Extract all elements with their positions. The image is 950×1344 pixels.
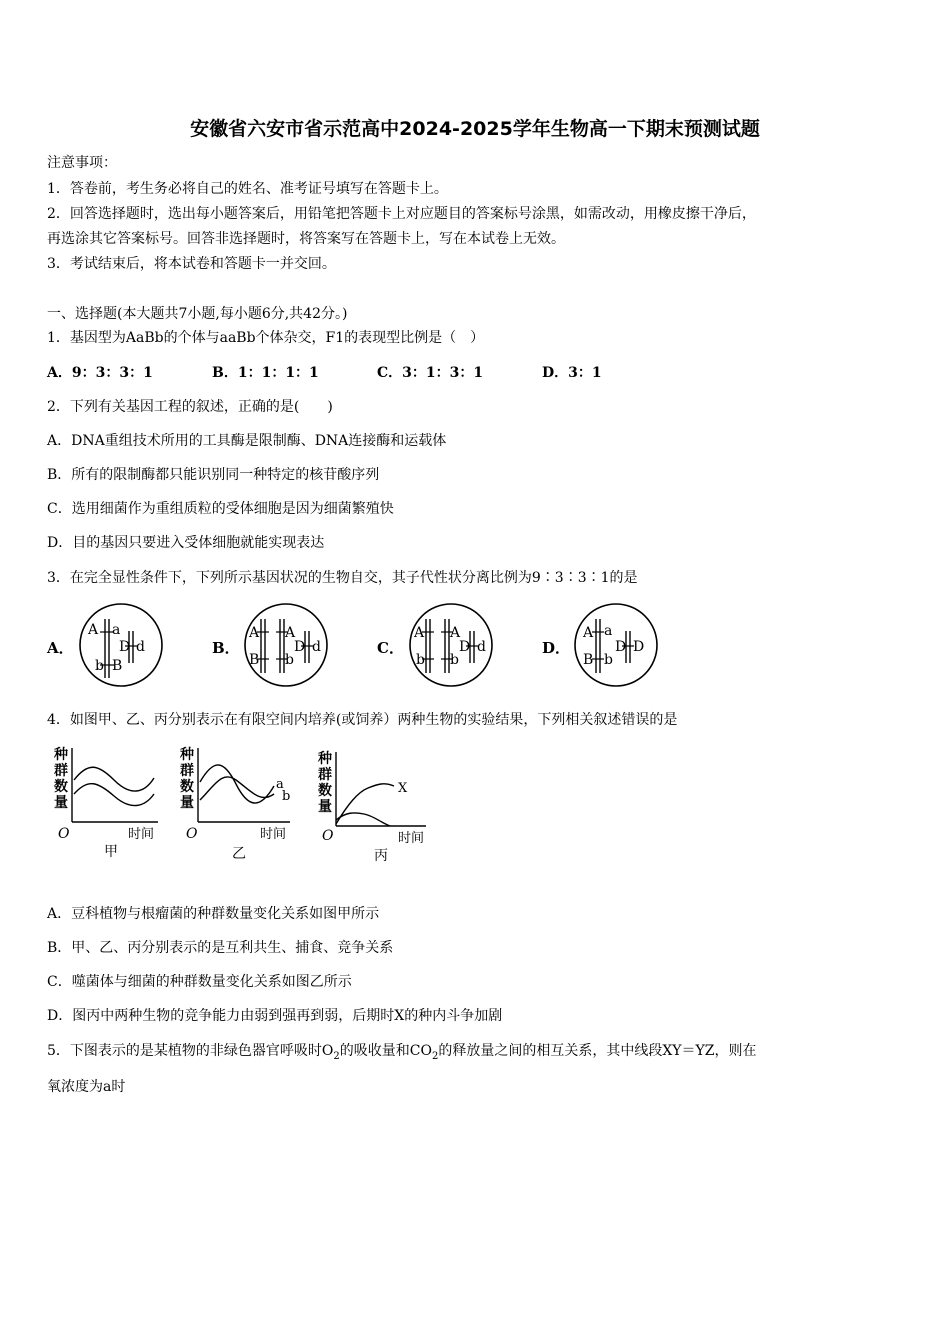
- q4-graph-yi-ylabel-2: 群: [180, 763, 194, 779]
- q4-graph-bing-ylabel-2: 群: [318, 767, 332, 783]
- q3-cell-d-p2-left: B: [583, 652, 594, 668]
- q3-cell-b-p3-left: D: [294, 639, 306, 655]
- q4-graph-yi-curve-a: a: [276, 777, 284, 792]
- q5-subscript-o2: 2: [333, 1050, 340, 1062]
- q3-option-a-label: A．: [47, 639, 74, 657]
- q3-cell-b-p2-left: B: [249, 652, 260, 668]
- q1-stem: 1．基因型为AaBb的个体与aaBb个体杂交，F1的表现型比例是（ ）: [47, 330, 485, 346]
- q4-graph-yi-xlabel: 时间: [260, 827, 287, 842]
- q4-graph-bing-ylabel-4: 量: [318, 799, 332, 815]
- q5-stem-line-2: 氧浓度为a时: [47, 1079, 126, 1095]
- q3-cell-c-p2-right: b: [450, 652, 459, 668]
- notice-item-2-cont: 再选涂其它答案标号。回答非选择题时，将答案写在答题卡上，写在本试卷上无效。: [47, 231, 565, 247]
- q4-graph-jia-origin: O: [58, 826, 70, 842]
- q3-option-d-label: D．: [542, 639, 571, 657]
- q5-stem-part-c: 的释放量之间的相互关系，其中线段XY＝YZ，则在: [438, 1043, 757, 1059]
- q3-cell-d-p3-right: D: [633, 639, 645, 655]
- q3-cell-a-p2-left: b: [95, 658, 104, 674]
- q4-graph-jia-name: 甲: [104, 844, 118, 860]
- q3-cell-b-p2-right: b: [285, 652, 294, 668]
- q4-graph-bing-origin: O: [322, 828, 334, 844]
- q1-option-d: D．3：1: [542, 365, 602, 381]
- q3-cell-c: [408, 601, 494, 689]
- notice-heading: 注意事项：: [47, 155, 117, 171]
- q1-option-c: C．3：1：3：1: [377, 365, 484, 381]
- q2-option-d: D．目的基因只要进入受体细胞就能实现表达: [47, 535, 325, 551]
- q5-subscript-co2: 2: [431, 1050, 439, 1062]
- q4-graph-jia-ylabel-2: 群: [54, 763, 68, 779]
- q5-stem: [47, 1040, 757, 1062]
- q3-cell-d: [573, 601, 659, 689]
- q4-graph-bing-ylabel-1: 种: [318, 751, 332, 767]
- q4-graph-yi-ylabel-3: 数: [180, 779, 194, 795]
- q1-option-a: A．9：3：3：1: [47, 365, 153, 381]
- q3-cell-c-p2-left: b: [416, 652, 425, 668]
- q5-stem-part-b: 的吸收量和CO: [339, 1043, 432, 1059]
- q4-graph-bing-curve-x: X: [398, 781, 408, 796]
- q2-stem: 2．下列有关基因工程的叙述，正确的是( ): [47, 399, 333, 415]
- q3-cell-a-p2-right: B: [112, 658, 123, 674]
- q3-cell-d-p2-right: b: [604, 652, 613, 668]
- q4-graph-jia-ylabel-1: 种: [54, 747, 68, 763]
- q3-option-b-label: B．: [212, 639, 240, 657]
- q4-graph-bing-ylabel-3: 数: [318, 783, 332, 799]
- q4-graph-yi-origin: O: [186, 826, 198, 842]
- q3-cell-a-p3-right: d: [136, 639, 145, 655]
- q4-graph-yi-ylabel-4: 量: [180, 795, 194, 811]
- q3-cell-b-p3-right: d: [312, 639, 321, 655]
- q4-graph-jia-ylabel-3: 数: [54, 779, 68, 795]
- q4-stem: 4．如图甲、乙、丙分别表示在有限空间内培养(或饲养）两种生物的实验结果，下列相关叙述错误的是: [47, 712, 678, 728]
- q4-option-a: A．豆科植物与根瘤菌的种群数量变化关系如图甲所示: [47, 906, 380, 922]
- q3-cell-c-p3-left: D: [459, 639, 471, 655]
- notice-item-3: 3．考试结束后，将本试卷和答题卡一并交回。: [47, 256, 336, 272]
- q4-graph-jia-ylabel-4: 量: [54, 795, 68, 811]
- q4-graph-bing: [314, 742, 436, 866]
- q1-option-b: B．1：1：1：1: [212, 365, 319, 381]
- q2-option-c: C．选用细菌作为重组质粒的受体细胞是因为细菌繁殖快: [47, 501, 394, 517]
- q3-cell-a-p3-left: D: [119, 639, 131, 655]
- notice-item-2: 2．回答选择题时，选出每小题答案后，用铅笔把答题卡上对应题目的答案标号涂黑，如需改动，用橡皮擦干净后，: [47, 206, 756, 222]
- q3-cell-c-p3-right: d: [477, 639, 486, 655]
- q3-cell-c-p1-left: A: [414, 625, 425, 641]
- q4-option-b: B．甲、乙、丙分别表示的是互利共生、捕食、竞争关系: [47, 940, 394, 956]
- q4-graph-yi-ylabel-1: 种: [180, 747, 194, 763]
- q3-cell-a-p1-left: A: [88, 622, 99, 638]
- q3-cell-b: [243, 601, 329, 689]
- q4-graph-yi-name: 乙: [232, 846, 246, 862]
- q3-cell-d-p1-right: a: [604, 623, 613, 639]
- q3-cell-d-p1-left: A: [583, 625, 594, 641]
- q3-cell-c-p1-right: A: [450, 625, 461, 641]
- q2-option-b: B．所有的限制酶都只能识别同一种特定的核苷酸序列: [47, 467, 380, 483]
- q3-option-c-label: C．: [377, 639, 404, 657]
- q3-stem: 3．在完全显性条件下，下列所示基因状况的生物自交，其子代性状分离比例为9∶3∶3∶1的是: [47, 570, 638, 586]
- q3-cell-b-p1-right: A: [285, 625, 296, 641]
- notice-item-1: 1．答卷前，考生务必将自己的姓名、准考证号填写在答题卡上。: [47, 181, 448, 197]
- q3-cell-a: [78, 601, 164, 689]
- q3-cell-d-p3-left: D: [615, 639, 627, 655]
- q4-graph-jia-xlabel: 时间: [128, 827, 155, 842]
- q4-graph-yi-curve-b: b: [282, 789, 291, 804]
- q4-graph-yi: [178, 742, 306, 864]
- page-title: 安徽省六安市省示范高中2024-2025学年生物高一下期末预测试题: [190, 118, 760, 140]
- q4-option-d: D．图丙中两种生物的竞争能力由弱到强再到弱，后期时X的种内斗争加剧: [47, 1008, 503, 1024]
- q5-stem-part-a: 5．下图表示的是某植物的非绿色器官呼吸时O: [47, 1043, 334, 1059]
- q4-graph-bing-name: 丙: [374, 848, 388, 864]
- section-heading: 一、选择题(本大题共7小题,每小题6分,共42分。): [47, 306, 348, 322]
- q4-option-c: C．噬菌体与细菌的种群数量变化关系如图乙所示: [47, 974, 352, 990]
- q4-graph-bing-xlabel: 时间: [398, 831, 425, 846]
- q3-cell-b-p1-left: A: [249, 625, 260, 641]
- q2-option-a: A．DNA重组技术所用的工具酶是限制酶、DNA连接酶和运载体: [47, 433, 447, 449]
- q3-cell-a-p1-right: a: [112, 622, 121, 638]
- q4-graph-jia: [46, 742, 166, 864]
